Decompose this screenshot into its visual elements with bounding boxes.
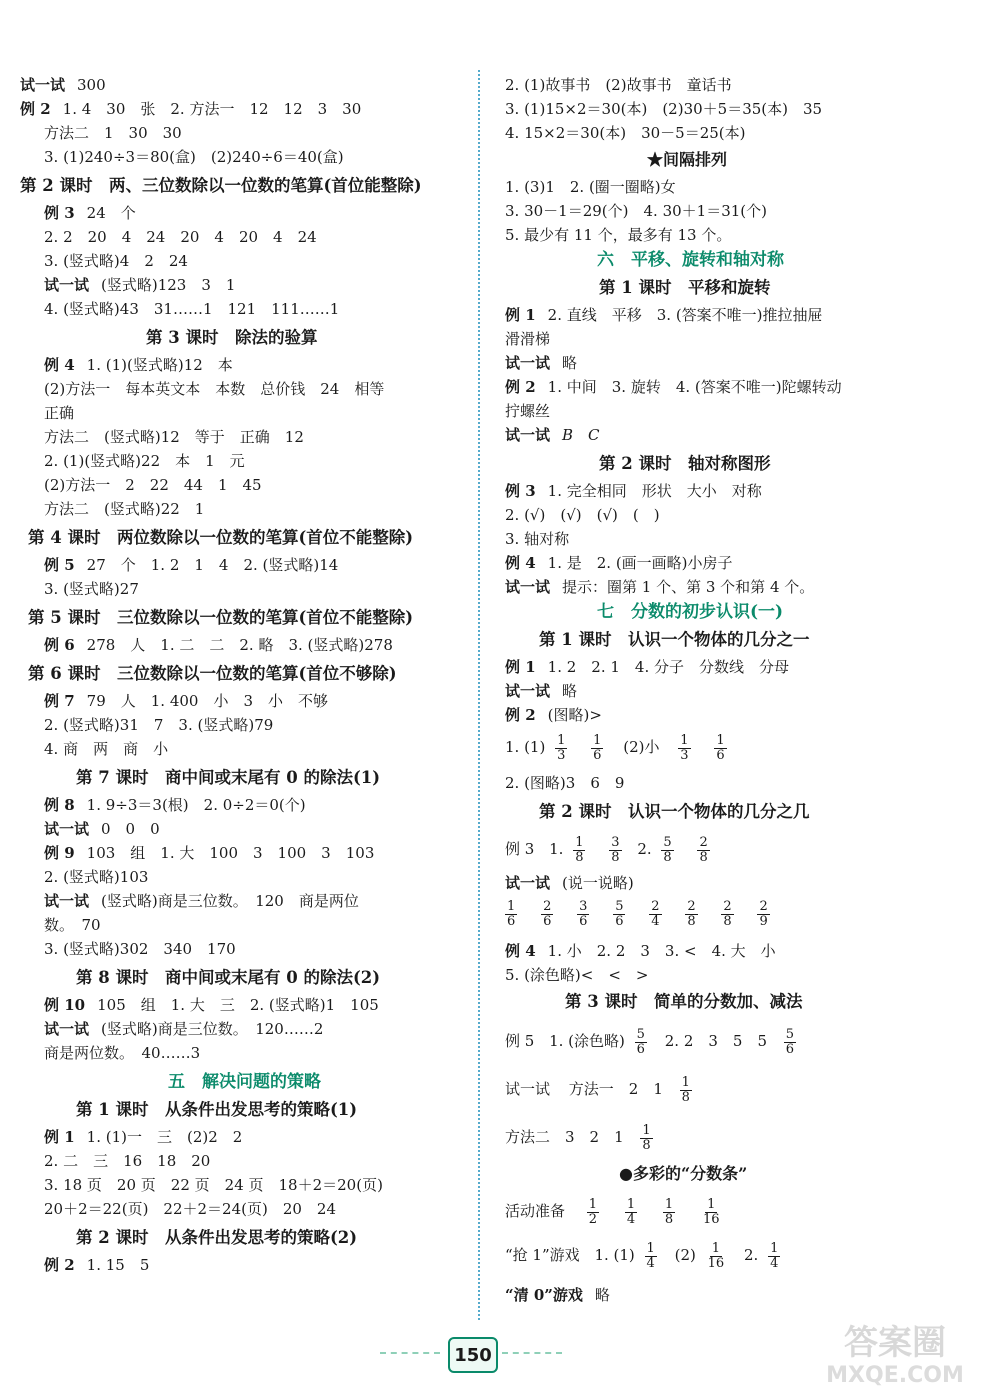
lesson-heading: 第 8 课时 商中间或末尾有 0 的除法(2)	[76, 968, 381, 987]
answer-line: 20＋2＝22(页) 22＋2＝24(页) 20 24	[44, 1200, 337, 1218]
answer-line: 4. 商 两 商 小	[44, 740, 169, 758]
answer-line: 试一试 0 0 0	[44, 820, 160, 838]
answer-line: 例 10 105 组 1. 大 三 2. (竖式略)1 105	[44, 996, 379, 1014]
answer-line: 5. (涂色略)< < >	[505, 966, 649, 984]
answer-line: 例 5 27 个 1. 2 1 4 2. (竖式略)14	[44, 556, 339, 574]
answer-line: 3. (竖式略)27	[44, 580, 139, 598]
answer-line: 例 1 1. (1)一 三 (2)2 2	[44, 1128, 243, 1146]
lesson-heading: 第 4 课时 两位数除以一位数的笔算(首位不能整除)	[28, 528, 414, 547]
lesson-heading: 第 6 课时 三位数除以一位数的笔算(首位不够除)	[28, 664, 397, 683]
fraction: $\frac{2}{6}$	[543, 898, 552, 929]
answer-line: 3. 轴对称	[505, 530, 570, 548]
fraction: $\frac{5}{6}$	[615, 898, 624, 929]
footer-decoration	[502, 1352, 562, 1354]
fraction: $\frac{1}{4}$	[646, 1240, 655, 1271]
answer-line: 2. 2 20 4 24 20 4 20 4 24	[44, 228, 317, 246]
answer-line: 数。 70	[44, 916, 101, 934]
answer-line: 试一试 (竖式略)商是三位数。 120 商是两位	[44, 892, 359, 910]
answer-line: 例 8 1. 9÷3＝3(根) 2. 0÷2＝0(个)	[44, 796, 306, 814]
unit-title: 七 分数的初步认识(一)	[597, 602, 784, 622]
page-number: 150	[448, 1337, 498, 1373]
answer-line: 2. (√) (√) (√) ( )	[505, 506, 660, 524]
answer-line: 试一试 略	[505, 354, 578, 372]
answer-line: 试一试 (说一说略)	[505, 874, 634, 892]
answer-line: 例 3 24 个	[44, 204, 136, 222]
fraction: $\frac{1}{6}$	[716, 732, 725, 763]
answer-line: 试一试 300	[20, 76, 106, 94]
lesson-heading: 第 2 课时 两、三位数除以一位数的笔算(首位能整除)	[20, 176, 422, 195]
answer-line: 3. 30－1＝29(个) 4. 30＋1＝31(个)	[505, 202, 768, 220]
fraction-line: 例 3 1. $\frac{1}{8}$ $\frac{3}{8}$ 2. $\frac{5}{8}$ $\frac{2}{8}$	[505, 834, 708, 865]
lesson-heading: 第 3 课时 简单的分数加、减法	[565, 992, 803, 1011]
answer-line: 例 2 (图略)>	[505, 706, 602, 724]
fraction: $\frac{1}{3}$	[557, 732, 566, 763]
answer-line: 5. 最少有 11 个，最多有 13 个。	[505, 226, 732, 244]
answer-line: 例 2 1. 15 5	[44, 1256, 150, 1274]
answer-line: 例 3 1. 完全相同 形状 大小 对称	[505, 482, 762, 500]
unit-title: 六 平移、旋转和轴对称	[597, 250, 784, 270]
answer-line: 2. (竖式略)31 7 3. (竖式略)79	[44, 716, 274, 734]
fraction-line: “抢 1”游戏 1. (1) $\frac{1}{4}$ (2) $\frac{1}{16}$ 2. $\frac{1}{4}$	[505, 1240, 779, 1271]
fraction: $\frac{1}{2}$	[588, 1196, 598, 1227]
answer-line: 2. (1)(竖式略)22 本 1 元	[44, 452, 245, 470]
answer-line: 3. (竖式略)4 2 24	[44, 252, 188, 270]
fraction-line: 方法二 3 2 1 $\frac{1}{8}$	[505, 1122, 651, 1153]
answer-line: 例 6 278 人 1. 二 二 2. 略 3. (竖式略)278	[44, 636, 393, 654]
lesson-heading: 第 5 课时 三位数除以一位数的笔算(首位不能整除)	[28, 608, 414, 627]
lesson-heading: 第 3 课时 除法的验算	[146, 328, 318, 347]
answer-line: 4. (竖式略)43 31……1 121 111……1	[44, 300, 340, 318]
answer-line: (2)方法一 每本英文本 本数 总价钱 24 相等	[44, 380, 385, 398]
lesson-heading: 第 2 课时 认识一个物体的几分之几	[539, 802, 810, 821]
answer-line: 试一试 略	[505, 682, 578, 700]
answer-line: 例 2 1. 中间 3. 旋转 4. (答案不唯一)陀螺转动	[505, 378, 842, 396]
answer-line: “清 0”游戏 略	[505, 1286, 610, 1304]
lesson-heading: 第 1 课时 平移和旋转	[599, 278, 771, 297]
lesson-heading: 第 2 课时 轴对称图形	[599, 454, 771, 473]
section-heading: ●多彩的“分数条”	[619, 1164, 748, 1183]
fraction-line: 例 5 1. (涂色略) $\frac{5}{6}$ 2. 2 3 5 5 $\frac{5}{6}$	[505, 1026, 795, 1057]
answer-line: 商是两位数。 40……3	[44, 1044, 201, 1062]
lesson-heading: 第 1 课时 从条件出发思考的策略(1)	[76, 1100, 358, 1119]
answer-line: 正确	[44, 404, 75, 422]
answer-line: 例 4 1. 小 2. 2 3 3. < 4. 大 小	[505, 942, 776, 960]
answer-line: 3. (1)240÷3＝80(盒) (2)240÷6＝40(盒)	[44, 148, 344, 166]
answer-line: 方法二 1 30 30	[44, 124, 182, 142]
fraction: $\frac{2}{8}$	[723, 898, 732, 929]
fraction: $\frac{3}{8}$	[611, 834, 620, 865]
lesson-heading: 第 7 课时 商中间或末尾有 0 的除法(1)	[76, 768, 381, 787]
answer-line: 例 1 2. 直线 平移 3. (答案不唯一)推拉抽屉	[505, 306, 823, 324]
answer-line: 拧螺丝	[505, 402, 551, 420]
answer-line: 3. (1)15×2＝30(本) (2)30＋5＝35(本) 35	[505, 100, 823, 118]
section-heading: ★间隔排列	[647, 150, 728, 169]
answer-line: 2. (1)故事书 (2)故事书 童话书	[505, 76, 732, 94]
answer-line: 2. (竖式略)103	[44, 868, 149, 886]
fraction-line: 1. (1) $\frac{1}{3}$ $\frac{1}{6}$ (2)小 $\frac{1}{3}$ $\frac{1}{6}$	[505, 732, 725, 763]
fraction: $\frac{2}{8}$	[687, 898, 696, 929]
watermark-logo-icon	[800, 1318, 990, 1388]
fraction: $\frac{2}{4}$	[651, 898, 660, 929]
answer-line: 方法二 (竖式略)22 1	[44, 500, 205, 518]
fraction-line: 试一试 方法一 2 1 $\frac{1}{8}$	[505, 1074, 690, 1105]
answer-line: 4. 15×2＝30(本) 30－5＝25(本)	[505, 124, 746, 142]
answer-line: 2. (图略)3 6 9	[505, 774, 625, 792]
lesson-heading: 第 2 课时 从条件出发思考的策略(2)	[76, 1228, 358, 1247]
fraction: $\frac{1}{16}$	[702, 1196, 720, 1227]
fraction-line	[505, 898, 775, 929]
fraction-line: 活动准备 $\frac{1}{2}$ $\frac{1}{4}$ $\frac{1}{8}$ $\frac{1}{16}$	[505, 1196, 720, 1227]
footer-decoration	[380, 1352, 440, 1354]
fraction: $\frac{1}{16}$	[707, 1240, 725, 1271]
fraction: $\frac{5}{8}$	[663, 834, 672, 865]
fraction: $\frac{1}{8}$	[681, 1074, 690, 1105]
answer-line: 例 4 1. (1)(竖式略)12 本	[44, 356, 233, 374]
answer-line: 例 2 1. 4 30 张 2. 方法一 12 12 3 30	[20, 100, 362, 118]
answer-line: 例 4 1. 是 2. (画一画略)小房子	[505, 554, 733, 572]
fraction: $\frac{1}{6}$	[593, 732, 602, 763]
answer-line: 试一试 (竖式略)商是三位数。 120……2	[44, 1020, 324, 1038]
answer-line: 试一试 提示：圈第 1 个、第 3 个和第 4 个。	[505, 578, 815, 596]
answer-line: 例 7 79 人 1. 400 小 3 小 不够	[44, 692, 329, 710]
fraction: $\frac{2}{9}$	[759, 898, 768, 929]
answer-line: 试一试 (竖式略)123 3 1	[44, 276, 236, 294]
svg-text:MXQE.COM: MXQE.COM	[826, 1363, 964, 1388]
fraction: $\frac{5}{6}$	[785, 1026, 795, 1057]
fraction: $\frac{1}{8}$	[575, 834, 584, 865]
answer-line: (2)方法一 2 22 44 1 45	[44, 476, 262, 494]
answer-line: 例 9 103 组 1. 大 100 3 100 3 103	[44, 844, 375, 862]
unit-title: 五 解决问题的策略	[168, 1072, 321, 1092]
fraction: $\frac{5}{6}$	[636, 1026, 645, 1057]
fraction: $\frac{1}{8}$	[642, 1122, 651, 1153]
fraction: $\frac{1}{8}$	[664, 1196, 674, 1227]
fraction: $\frac{1}{4}$	[626, 1196, 636, 1227]
fraction: $\frac{3}{6}$	[579, 898, 588, 929]
answer-line: 2. 二 三 16 18 20	[44, 1152, 211, 1170]
answer-line: 3. 18 页 20 页 22 页 24 页 18＋2＝20(页)	[44, 1176, 383, 1194]
fraction: $\frac{1}{3}$	[680, 732, 689, 763]
answer-line: 方法二 (竖式略)12 等于 正确 12	[44, 428, 304, 446]
svg-text:答案圈: 答案圈	[844, 1323, 946, 1363]
answer-line: 滑滑梯	[505, 330, 551, 348]
answer-line: 试一试 B C	[505, 426, 600, 444]
lesson-heading: 第 1 课时 认识一个物体的几分之一	[539, 630, 810, 649]
fraction: $\frac{1}{6}$	[507, 898, 516, 929]
answer-line: 1. (3)1 2. (圈一圈略)女	[505, 178, 676, 196]
column-divider	[478, 70, 480, 1320]
fraction: $\frac{1}{4}$	[770, 1240, 779, 1271]
watermark-logo	[800, 1318, 990, 1388]
answer-line: 3. (竖式略)302 340 170	[44, 940, 236, 958]
fraction: $\frac{2}{8}$	[699, 834, 708, 865]
answer-line: 例 1 1. 2 2. 1 4. 分子 分数线 分母	[505, 658, 789, 676]
